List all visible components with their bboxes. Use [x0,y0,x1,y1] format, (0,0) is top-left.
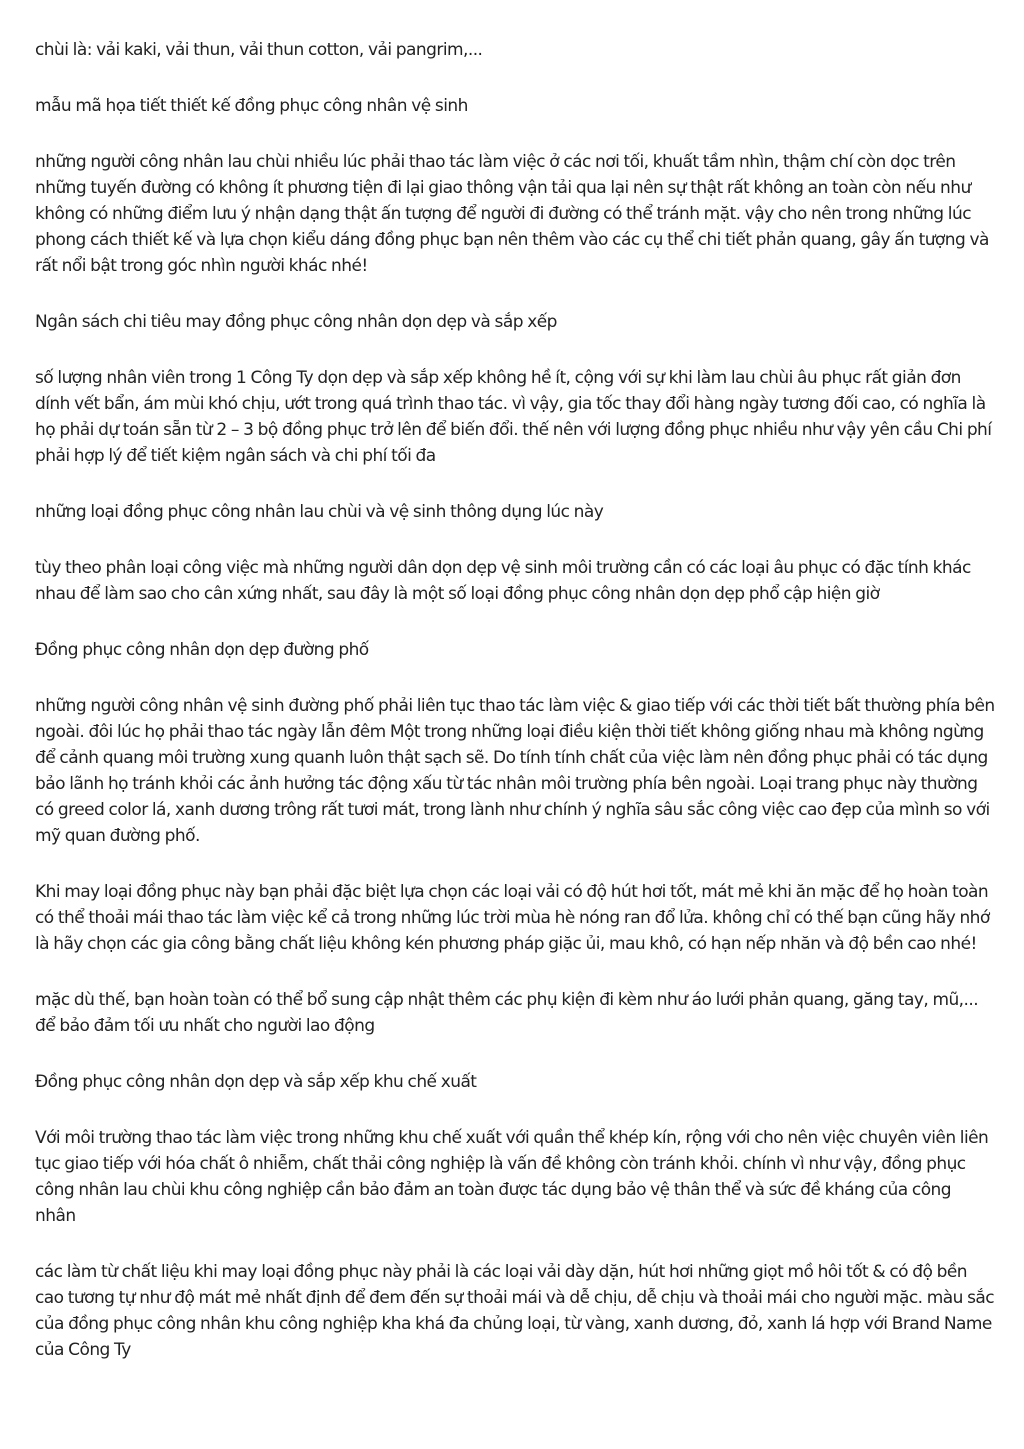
heading-street-cleaner-uniform: Đồng phục công nhân dọn dẹp đường phố [35,640,369,660]
paragraph-export-zone-materials: các làm từ chất liệu khi may loại đồng phục này phải là các loại vải dày dặn, hút hơi những giọt mồ hôi tốt & có độ bền cao tương tự như độ mát mẻ nhất định để đem đến sự thoải mái và dễ chịu, dễ chịu và thoải mái cho người mặc. màu sắc của đồng phục công nhân khu công nghiệp kha khá đa chủng loại, từ vàng, xanh dương, đỏ, xanh lá hợp với Brand Name của Công Ty [35,1262,995,1360]
paragraph-export-zone-environment: Với môi trường thao tác làm việc trong những khu chế xuất với quần thể khép kín, rộng với cho nên việc chuyên viên liên tục giao tiếp với hóa chất ô nhiễm, chất thải công nghiệp là vấn đề không còn tránh khỏi. chính vì như vậy, đồng phục công nhân lau chùi khu công nghiệp cần bảo đảm an toàn được tác dụng bảo vệ thân thể và sức đề kháng của công nhân [35,1128,989,1226]
paragraph-street-cleaner-uniform: những người công nhân vệ sinh đường phố phải liên tục thao tác làm việc & giao tiếp với các thời tiết bất thường phía bên ngoài. đôi lúc họ phải thao tác ngày lẫn đêm Một trong những loại điều kiện thời tiết không giống nhau mà không ngừng để cảnh quang môi trường xung quanh luôn thật sạch sẽ. Do tính tính chất của việc làm nên đồng phục phải có tác dụng bảo lãnh họ tránh khỏi các ảnh hưởng tác động xấu từ tác nhân môi trường phía bên ngoài. Loại trang phục này thường có greed color lá, xanh dương trông rất tươi mát, trong lành như chính ý nghĩa sâu sắc công việc cao đẹp của mình so với mỹ quan đường phố. [35,696,995,846]
paragraph-street-fabric-choice: Khi may loại đồng phục này bạn phải đặc biệt lựa chọn các loại vải có độ hút hơi tốt, mát mẻ khi ăn mặc để họ hoàn toàn có thể thoải mái thao tác làm việc kể cả trong những lúc trời mùa hè nóng ran đổ lửa. không chỉ có thế bạn cũng hãy nhớ là hãy chọn các gia công bằng chất liệu không kén phương pháp giặc ủi, mau khô, có hạn nếp nhăn và độ bền cao nhé! [35,882,990,954]
heading-budget: Ngân sách chi tiêu may đồng phục công nhân dọn dẹp và sắp xếp [35,312,557,332]
heading-export-zone-uniform: Đồng phục công nhân dọn dẹp và sắp xếp khu chế xuất [35,1072,477,1092]
heading-pattern-design: mẫu mã họa tiết thiết kế đồng phục công nhân vệ sinh [35,96,468,116]
paragraph-uniform-types-intro: tùy theo phân loại công việc mà những người dân dọn dẹp vệ sinh môi trường cần có các loại âu phục có đặc tính khác nhau để làm sao cho cân xứng nhất, sau đây là một số loại đồng phục công nhân dọn dẹp phổ cập hiện giờ [35,558,971,604]
paragraph-accessories: mặc dù thế, bạn hoàn toàn có thể bổ sung cập nhật thêm các phụ kiện đi kèm như áo lưới phản quang, găng tay, mũ,... để bảo đảm tối ưu nhất cho người lao động [35,990,979,1036]
paragraph-fabric-list: chùi là: vải kaki, vải thun, vải thun cotton, vải pangrim,... [35,40,483,60]
paragraph-budget: số lượng nhân viên trong 1 Công Ty dọn dẹp và sắp xếp không hề ít, cộng với sự khi làm lau chùi âu phục rất giản đơn dính vết bẩn, ám mùi khó chịu, ướt trong quá trình thao tác. vì vậy, gia tốc thay đổi hàng ngày tương đối cao, có nghĩa là họ phải dự toán sẵn từ 2 – 3 bộ đồng phục trở lên để biến đổi. thế nên với lượng đồng phục nhiều như vậy yên cầu Chi phí phải hợp lý để tiết kiệm ngân sách và chi phí tối đa [35,368,992,466]
paragraph-reflective-details: những người công nhân lau chùi nhiều lúc phải thao tác làm việc ở các nơi tối, khuất tầm nhìn, thậm chí còn dọc trên những tuyến đường có không ít phương tiện đi lại giao thông vận tải qua lại nên sự thật rất không an toàn còn nếu như không có những điểm lưu ý nhận dạng thật ấn tượng để người đi đường có thể tránh mặt. vậy cho nên trong những lúc phong cách thiết kế và lựa chọn kiểu dáng đồng phục bạn nên thêm vào các cụ thể chi tiết phản quang, gây ấn tượng và rất nổi bật trong góc nhìn người khác nhé! [35,152,989,276]
document-page [35,37,995,1393]
heading-common-uniform-types: những loại đồng phục công nhân lau chùi và vệ sinh thông dụng lúc này [35,502,604,522]
